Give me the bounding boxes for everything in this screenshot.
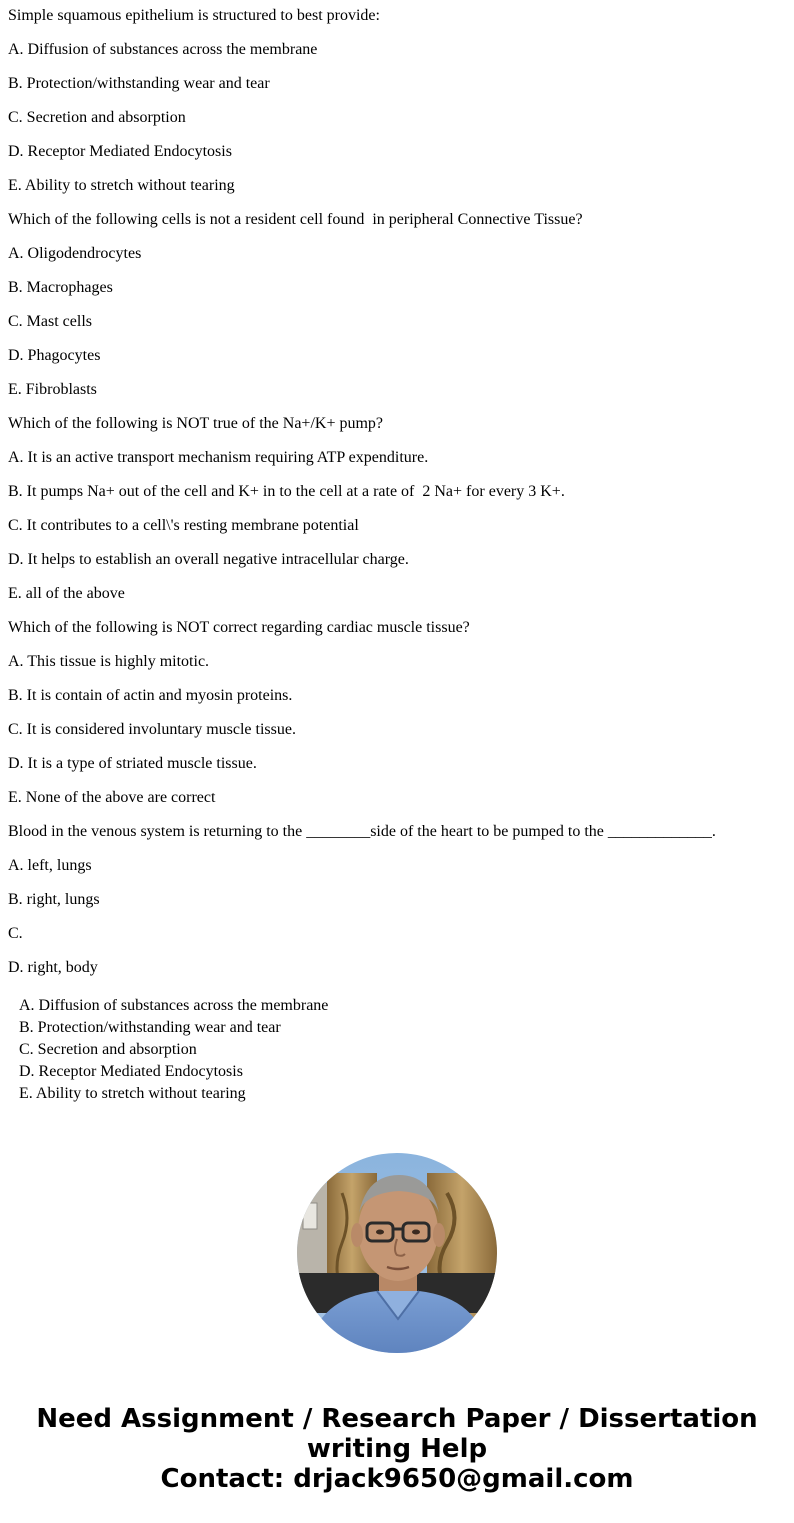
option-text: D. Phagocytes	[8, 347, 101, 364]
option-text: A. Diffusion of substances across the membrane	[8, 41, 318, 58]
option-text: E. None of the above are correct	[8, 789, 216, 806]
option-text: E. Ability to stretch without tearing	[8, 177, 235, 194]
question-text: Which of the following is NOT correct regarding cardiac muscle tissue?	[8, 619, 470, 636]
option-text: C.	[8, 925, 23, 942]
option-text: A. left, lungs	[8, 857, 92, 874]
option-text: C. Mast cells	[8, 313, 92, 330]
footer-banner	[0, 1404, 794, 1494]
answer-option: B. Protection/withstanding wear and tear	[19, 1019, 281, 1036]
option-text: C. Secretion and absorption	[8, 109, 186, 126]
option-text: E. Fibroblasts	[8, 381, 97, 398]
option-text: D. right, body	[8, 959, 98, 976]
footer-line: writing Help	[306, 1434, 488, 1464]
option-text: A. It is an active transport mechanism requiring ATP expenditure.	[8, 449, 429, 466]
answer-block	[19, 995, 719, 1105]
answer-option: E. Ability to stretch without tearing	[19, 1085, 246, 1102]
option-text: B. right, lungs	[8, 891, 100, 908]
option-text: B. It is contain of actin and myosin proteins.	[8, 687, 293, 704]
question-list	[8, 0, 788, 993]
footer-line: Need Assignment / Research Paper / Dissertation	[36, 1404, 758, 1434]
question-text: Which of the following is NOT true of the Na+/K+ pump?	[8, 415, 384, 432]
avatar	[297, 1153, 497, 1353]
option-text: C. It is considered involuntary muscle tissue.	[8, 721, 296, 738]
option-text: D. It helps to establish an overall negative intracellular charge.	[8, 551, 409, 568]
option-text: B. Protection/withstanding wear and tear	[8, 75, 270, 92]
option-text: D. It is a type of striated muscle tissue.	[8, 755, 257, 772]
option-text: E. all of the above	[8, 585, 125, 602]
option-text: D. Receptor Mediated Endocytosis	[8, 143, 232, 160]
avatar-photo	[297, 1153, 497, 1353]
footer-contact: Contact: drjack9650@gmail.com	[160, 1464, 634, 1494]
question-text: Which of the following cells is not a resident cell found in peripheral Connective Tissue?	[8, 211, 583, 228]
option-text: A. Oligodendrocytes	[8, 245, 142, 262]
answer-option: C. Secretion and absorption	[19, 1041, 197, 1058]
question-text: Blood in the venous system is returning to the ________side of the heart to be pumped to the _____________.	[8, 823, 716, 840]
option-text: C. It contributes to a cell\'s resting membrane potential	[8, 517, 359, 534]
option-text: A. This tissue is highly mitotic.	[8, 653, 210, 670]
option-text: B. Macrophages	[8, 279, 113, 296]
question-text: Simple squamous epithelium is structured to best provide:	[8, 7, 380, 24]
answer-option: D. Receptor Mediated Endocytosis	[19, 1063, 243, 1080]
answer-option: A. Diffusion of substances across the membrane	[19, 997, 329, 1014]
option-text: B. It pumps Na+ out of the cell and K+ in to the cell at a rate of 2 Na+ for every 3 K+.	[8, 483, 565, 500]
